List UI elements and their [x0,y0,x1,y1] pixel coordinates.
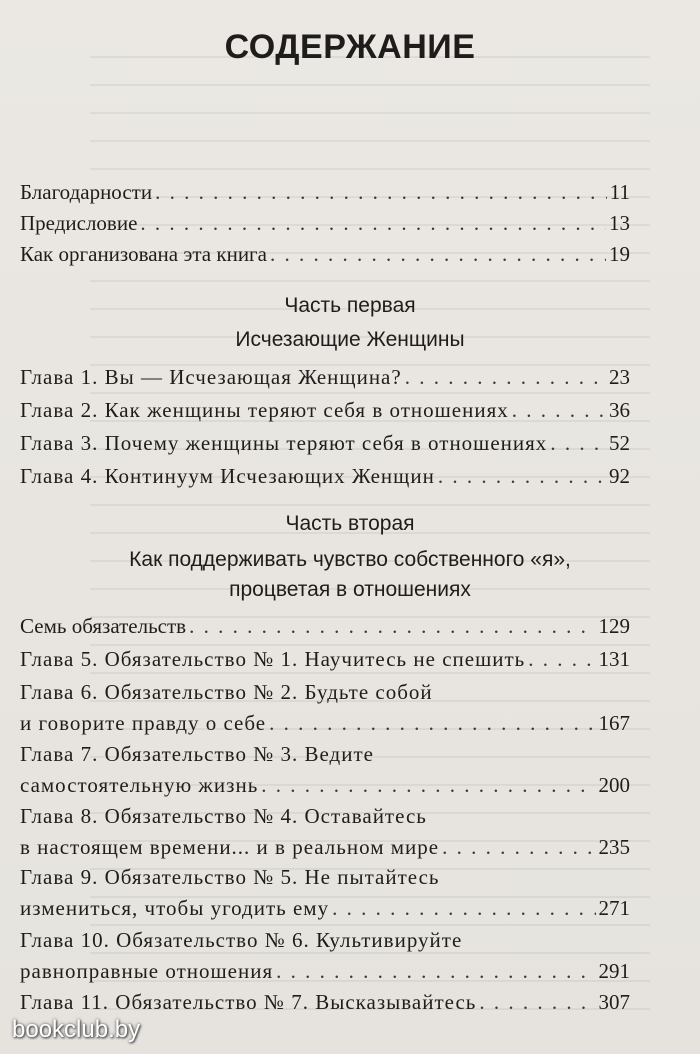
toc-entry [20,427,630,459]
toc-entry [20,769,630,801]
toc-entry-page: 13 [609,211,630,235]
toc-entry-title-line1: Глава 9. Обязательство № 5. Не пытайтесь [20,865,440,889]
toc-entry-title-line2: и говорите правду о себе [20,711,267,735]
toc-entry [20,207,630,239]
toc-entry-title-line1: Глава 10. Обязательство № 6. Культивируйте [20,928,463,952]
toc-entry-title-line2: в настоящем времени... и в реальном мире [20,835,440,859]
toc-entry-page: 131 [598,647,630,671]
toc-entry-page: 23 [609,365,630,389]
toc-entry-page: 307 [598,990,630,1014]
dot-leader [276,955,595,987]
toc-entry [20,831,630,863]
toc-entry-title-line1: Глава 6. Обязательство № 2. Будьте собой [20,680,433,704]
toc-entry-title: Глава 4. Континуум Исчезающих Женщин [20,464,435,488]
toc-entry-page: 11 [609,180,630,204]
toc-entry [20,394,630,426]
dot-leader [479,986,595,1018]
toc-entry-title: Семь обязательств [20,614,187,638]
toc-entry-title: Благодарности [20,180,153,204]
toc-entry-page: 167 [598,711,630,735]
toc-entry [20,176,630,208]
toc-entry [20,361,630,393]
toc-entry-title-line1: Глава 7. Обязательство № 3. Ведите [20,742,374,766]
toc-entry [20,460,630,492]
dot-leader [155,176,607,208]
toc-entry-page: 200 [598,773,630,797]
toc-entry-page: 235 [598,835,630,859]
toc-entry-title: Как организована эта книга [20,242,267,266]
toc-entry-title-line2: измениться, чтобы угодить ему [20,896,330,920]
toc-entry [20,955,630,987]
toc-entry [20,707,630,739]
toc-entry-title: Предисловие [20,211,138,235]
toc-entry-page: 92 [609,464,630,488]
toc-entry [20,986,630,1018]
dot-leader [261,769,595,801]
dot-leader [550,427,606,459]
toc-entry-title: Глава 3. Почему женщины теряют себя в отношениях [20,431,548,455]
dot-leader [189,610,595,642]
toc-entry-page: 129 [598,614,630,638]
toc-entry-page: 291 [598,959,630,983]
part-two-title-line2: процветая в отношениях [229,578,471,601]
dot-leader [140,207,606,239]
toc-entry-title: Глава 1. Вы — Исчезающая Женщина? [20,365,402,389]
toc-entry-page: 19 [609,242,630,266]
dot-leader [442,831,595,863]
toc-entry [20,610,630,642]
dot-leader [438,460,606,492]
toc-entry-title-line2: равноправные отношения [20,959,274,983]
part-one-label: Часть первая [284,294,416,317]
toc-entry-title-line2: самостоятельную жизнь [20,773,259,797]
toc-entry [20,238,630,270]
toc-entry-title: Глава 11. Обязательство № 7. Высказывайтесь [20,990,477,1014]
toc-entry [20,643,630,675]
dot-leader [332,892,595,924]
toc-entry [20,892,630,924]
toc-entry-page: 52 [609,431,630,455]
toc-entry-title-line1: Глава 8. Обязательство № 4. Оставайтесь [20,804,427,828]
dot-leader [269,707,595,739]
dot-leader [270,238,606,270]
part-two-label: Часть вторая [285,512,415,535]
dot-leader [528,643,595,675]
dot-leader [405,361,606,393]
toc-entry-page: 36 [609,398,630,422]
part-two-title-line1: Как поддерживать чувство собственного «я», [129,548,571,571]
toc-entry-page: 271 [598,896,630,920]
site-watermark: bookclub.by [12,1016,141,1043]
part-one-title: Исчезающие Женщины [235,328,465,351]
toc-entry-title: Глава 5. Обязательство № 1. Научитесь не спешить [20,647,526,671]
toc-entry-title: Глава 2. Как женщины теряют себя в отношениях [20,398,509,422]
page-title: СОДЕРЖАНИЕ [224,28,476,66]
dot-leader [512,394,606,426]
